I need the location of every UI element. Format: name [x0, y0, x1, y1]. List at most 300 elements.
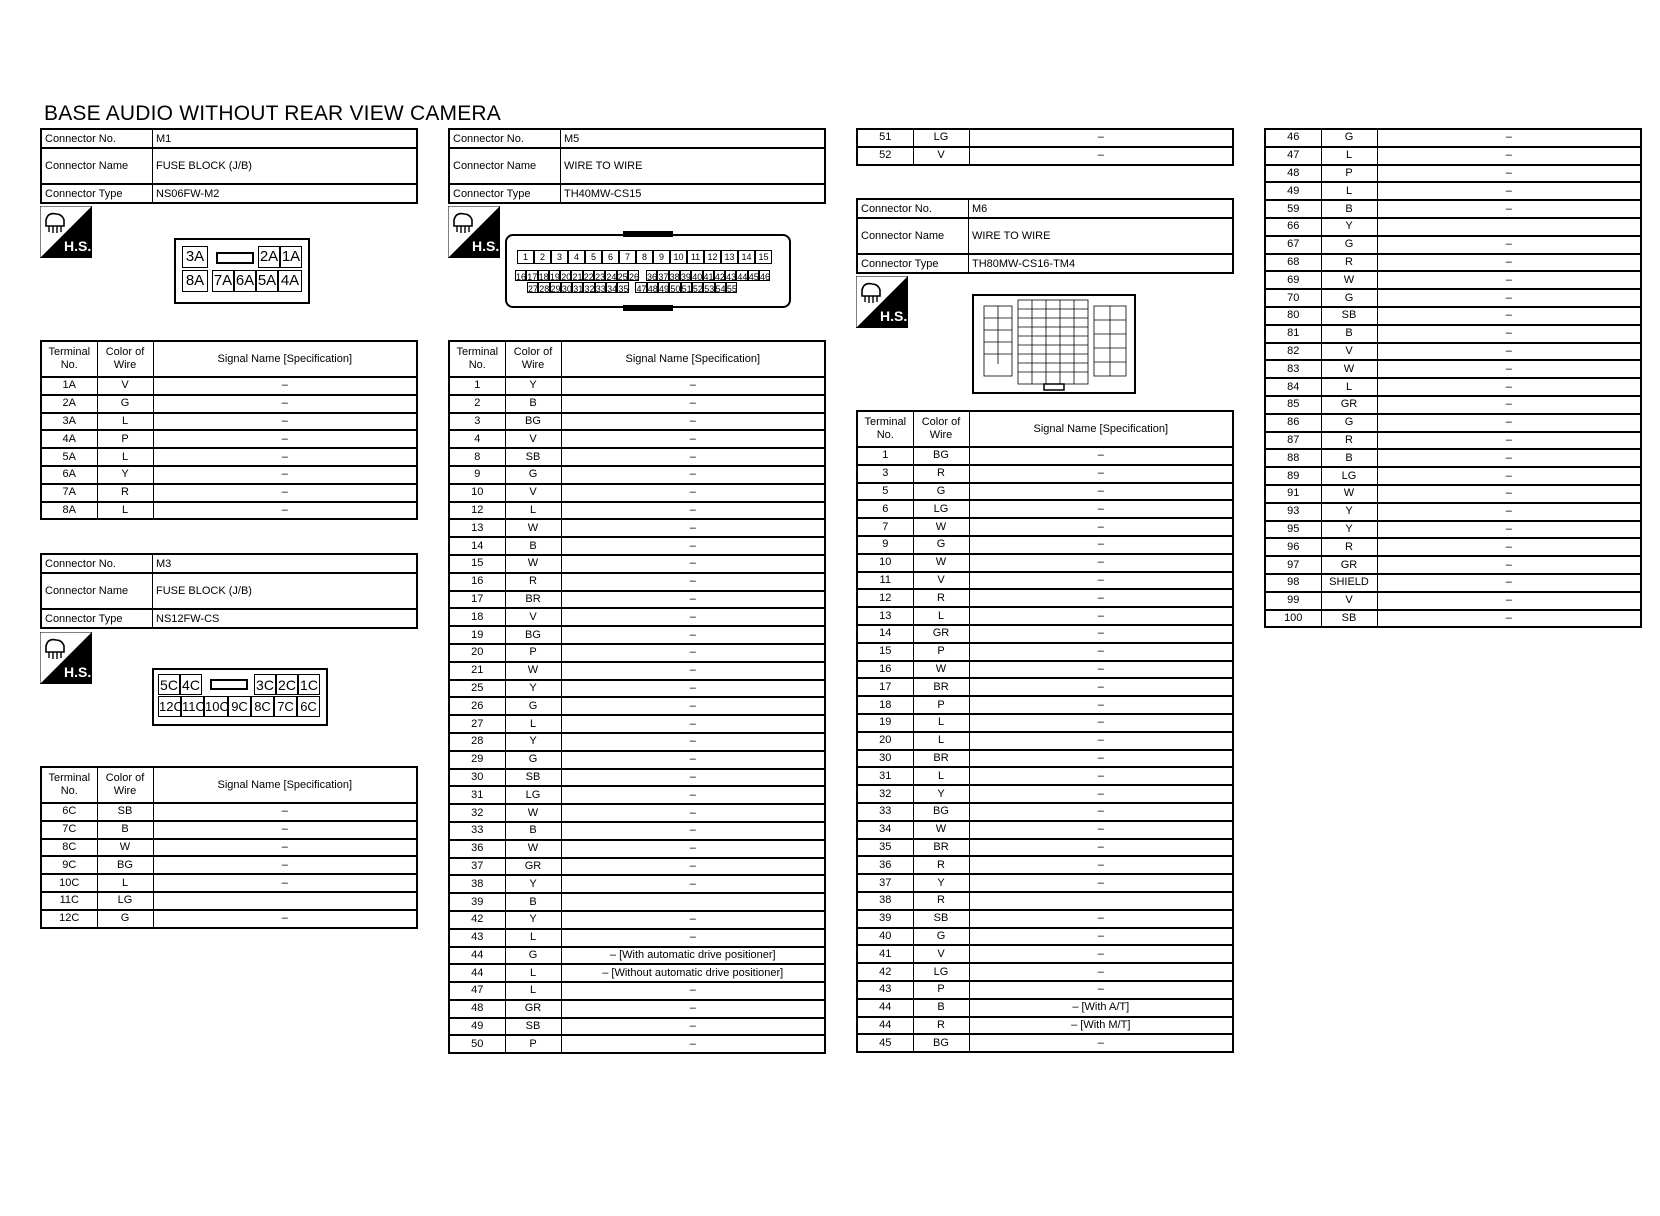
signal-name: – [1377, 414, 1641, 432]
terminal-no: 100 [1265, 610, 1321, 628]
signal-name: – [1377, 432, 1641, 450]
terminal-no: 46 [1265, 129, 1321, 147]
table-row [1265, 378, 1641, 396]
signal-name: – [969, 714, 1233, 732]
wire-color: Y [505, 875, 561, 893]
wire-color: SB [505, 769, 561, 787]
terminal-no: 10 [449, 484, 505, 502]
wire-color: P [913, 981, 969, 999]
table-row [449, 573, 825, 591]
wire-color: G [505, 751, 561, 769]
table-row [1265, 254, 1641, 272]
table-row [857, 821, 1233, 839]
pin-cell: 6 [602, 250, 619, 264]
table-row [857, 500, 1233, 518]
signal-name: – [1377, 396, 1641, 414]
table-row [449, 519, 825, 537]
terminal-no: 16 [449, 573, 505, 591]
wire-color: W [1321, 485, 1377, 503]
signal-name: – [969, 874, 1233, 892]
terminal-no: 47 [449, 982, 505, 1000]
table-row [449, 555, 825, 573]
terminal-no: 27 [449, 715, 505, 733]
wire-color: P [97, 430, 153, 448]
wire-color: SB [1321, 610, 1377, 628]
pin-cell: 35 [618, 284, 629, 294]
terminal-no: 6C [41, 803, 97, 821]
pin-cell [629, 282, 636, 293]
wire-color: W [1321, 271, 1377, 289]
wire-color: L [913, 607, 969, 625]
signal-name: – [969, 607, 1233, 625]
signal-name: – [1377, 485, 1641, 503]
terminal-no: 1A [41, 377, 97, 395]
connector-lock [216, 252, 254, 264]
wire-color: R [913, 1017, 969, 1035]
table-row [857, 643, 1233, 661]
table-row [449, 929, 825, 947]
terminal-no: 50 [449, 1035, 505, 1053]
signal-name: – [561, 751, 825, 769]
terminal-no: 29 [449, 751, 505, 769]
signal-name: – [1377, 556, 1641, 574]
wire-color: R [1321, 432, 1377, 450]
terminal-no: 44 [857, 1017, 913, 1035]
terminal-no: 34 [857, 821, 913, 839]
terminal-no: 11C [41, 892, 97, 910]
wire-color: V [1321, 343, 1377, 361]
terminal-no: 15 [449, 555, 505, 573]
table-row [449, 697, 825, 715]
wire-color: B [505, 537, 561, 555]
pin-cell: 47 [636, 284, 647, 294]
terminal-no: 19 [449, 626, 505, 644]
wire-color: G [913, 536, 969, 554]
connector-lock [210, 679, 248, 690]
table-row [449, 395, 825, 413]
table-row [857, 839, 1233, 857]
terminal-no: 4A [41, 430, 97, 448]
signal-name: – [1377, 165, 1641, 183]
terminal-no: 7 [857, 518, 913, 536]
table-row [1265, 467, 1641, 485]
wire-color: R [913, 892, 969, 910]
pin-cell: 26 [628, 272, 639, 282]
table-row [1265, 271, 1641, 289]
terminal-no: 32 [449, 804, 505, 822]
terminal-no: 45 [857, 1034, 913, 1052]
table-row [1265, 129, 1641, 147]
table-row [449, 982, 825, 1000]
wire-color: L [913, 732, 969, 750]
signal-name: – [969, 1034, 1233, 1052]
wire-color: L [913, 714, 969, 732]
wire-color: R [97, 484, 153, 502]
terminal-no: 38 [449, 875, 505, 893]
wire-color: GR [505, 1000, 561, 1018]
table-row [41, 484, 417, 502]
wire-color: W [1321, 360, 1377, 378]
wire-color: L [505, 982, 561, 1000]
wire-color: L [505, 929, 561, 947]
signal-name: – [969, 147, 1233, 165]
pin-cell: 8 [636, 250, 653, 264]
wire-color: P [1321, 165, 1377, 183]
terminal-no: 9 [449, 466, 505, 484]
terminal-no: 17 [857, 678, 913, 696]
terminal-no: 52 [857, 147, 913, 165]
wire-color: Y [1321, 218, 1377, 236]
m5-connector-type: TH40MW-CS15 [561, 184, 826, 203]
terminal-no: 18 [449, 608, 505, 626]
signal-name: – [1377, 271, 1641, 289]
pin-cell: 25 [617, 272, 628, 282]
table-row [857, 1017, 1233, 1035]
signal-name: – [969, 767, 1233, 785]
signal-name: – [969, 483, 1233, 501]
signal-name: – [561, 644, 825, 662]
terminal-no: 85 [1265, 396, 1321, 414]
signal-name: – [561, 662, 825, 680]
wire-color: W [505, 555, 561, 573]
table-row [41, 856, 417, 874]
terminal-no: 91 [1265, 485, 1321, 503]
pin-cell: 49 [659, 284, 670, 294]
signal-name: – [1377, 236, 1641, 254]
wire-color: Y [505, 911, 561, 929]
pin-cell: 38 [669, 272, 680, 282]
pin-cell: 29 [550, 284, 561, 294]
wire-color: V [913, 572, 969, 590]
terminal-no: 43 [449, 929, 505, 947]
signal-name: – [561, 858, 825, 876]
wire-color: L [505, 502, 561, 520]
table-row [41, 874, 417, 892]
wire-color: LG [913, 129, 969, 147]
wire-color: W [913, 554, 969, 572]
wire-color: SHIELD [1321, 574, 1377, 592]
table-row [1265, 289, 1641, 307]
m6-pin-grid [974, 296, 1134, 392]
table-row [857, 572, 1233, 590]
terminal-no: 44 [857, 999, 913, 1017]
pin-cell: 21 [572, 272, 583, 282]
table-row [41, 821, 417, 839]
signal-name: – [969, 678, 1233, 696]
wire-color: G [1321, 236, 1377, 254]
table-row [857, 483, 1233, 501]
signal-name: – [153, 839, 417, 857]
signal-name: – [153, 466, 417, 484]
table-row [41, 413, 417, 431]
signal-name: – [1377, 254, 1641, 272]
wire-color: GR [1321, 556, 1377, 574]
terminal-no: 66 [1265, 218, 1321, 236]
table-row [1265, 325, 1641, 343]
pin-cell: 5 [585, 250, 602, 264]
table-row [449, 644, 825, 662]
signal-name: – [561, 448, 825, 466]
wire-color: V [505, 608, 561, 626]
signal-name: – [1377, 200, 1641, 218]
pin-cell: 42 [714, 272, 725, 282]
table-row [41, 839, 417, 857]
pin-cell: 52 [692, 284, 703, 294]
terminal-no: 13 [449, 519, 505, 537]
terminal-no: 9 [857, 536, 913, 554]
connector-lock [623, 231, 673, 237]
wire-color: SB [97, 803, 153, 821]
terminal-no: 30 [449, 769, 505, 787]
m6-connector-name: WIRE TO WIRE [969, 218, 1234, 254]
signal-name: – [561, 840, 825, 858]
terminal-no: 48 [1265, 165, 1321, 183]
wire-color: LG [913, 500, 969, 518]
signal-name: – [1377, 574, 1641, 592]
terminal-no: 10C [41, 874, 97, 892]
table-row [1265, 449, 1641, 467]
terminal-no: 51 [857, 129, 913, 147]
signal-name: – [561, 1000, 825, 1018]
table-row [449, 964, 825, 982]
signal-name: – [969, 696, 1233, 714]
table-row [449, 947, 825, 965]
wire-color: BR [913, 839, 969, 857]
signal-name: – [561, 395, 825, 413]
wire-color: R [1321, 538, 1377, 556]
wire-color: SB [505, 448, 561, 466]
signal-name: – [969, 643, 1233, 661]
table-row [1265, 218, 1641, 236]
wire-color: G [1321, 414, 1377, 432]
m1-connector-info: Connector No. M1 Connector Name FUSE BLOCK (J/B) Connector Type NS06FW-M2 [40, 128, 418, 204]
table-row [1265, 360, 1641, 378]
terminal-no: 7A [41, 484, 97, 502]
wire-color: P [505, 1035, 561, 1053]
wire-color: G [913, 483, 969, 501]
terminal-no: 68 [1265, 254, 1321, 272]
table-row [1265, 307, 1641, 325]
signal-name: – [153, 377, 417, 395]
wire-color: P [913, 643, 969, 661]
table-row [857, 1034, 1233, 1052]
terminal-no: 31 [857, 767, 913, 785]
wire-color: G [1321, 289, 1377, 307]
table-row [449, 662, 825, 680]
table-row [41, 910, 417, 928]
table-row [857, 803, 1233, 821]
signal-name: – [561, 502, 825, 520]
pin-cell: 22 [583, 272, 594, 282]
table-row [449, 858, 825, 876]
terminal-no: 37 [857, 874, 913, 892]
table-row [449, 680, 825, 698]
terminal-no: 43 [857, 981, 913, 999]
terminal-no: 11 [857, 572, 913, 590]
terminal-no: 47 [1265, 147, 1321, 165]
wire-color: W [913, 821, 969, 839]
terminal-no: 38 [857, 892, 913, 910]
terminal-no: 48 [449, 1000, 505, 1018]
signal-name: – [561, 911, 825, 929]
terminal-no: 1 [449, 377, 505, 395]
wire-color: G [505, 697, 561, 715]
terminal-no: 84 [1265, 378, 1321, 396]
table-row [449, 377, 825, 395]
wire-color: G [97, 910, 153, 928]
terminal-no: 16 [857, 661, 913, 679]
signal-name: – [153, 856, 417, 874]
wire-color: LG [913, 963, 969, 981]
pin-cell: 11 [687, 250, 704, 264]
signal-name: – [969, 554, 1233, 572]
wire-color: Y [97, 466, 153, 484]
table-row [41, 395, 417, 413]
terminal-no: 99 [1265, 592, 1321, 610]
pin-cell: 34 [607, 284, 618, 294]
table-row [1265, 147, 1641, 165]
terminal-no: 2A [41, 395, 97, 413]
terminal-no: 93 [1265, 503, 1321, 521]
pin-cell: 45 [748, 272, 759, 282]
table-row [857, 147, 1233, 165]
wire-color: R [913, 589, 969, 607]
signal-name: – [561, 1035, 825, 1053]
harness-side-icon [448, 206, 500, 258]
table-row [857, 447, 1233, 465]
signal-name: – [1377, 467, 1641, 485]
signal-name: – [969, 536, 1233, 554]
m3-connector-no: M3 [153, 554, 418, 573]
table-row [857, 856, 1233, 874]
signal-name: – [153, 430, 417, 448]
pin-cell [639, 270, 646, 281]
table-row [449, 769, 825, 787]
wire-color: B [1321, 449, 1377, 467]
signal-name: – [With A/T] [969, 999, 1233, 1017]
signal-name: – [969, 732, 1233, 750]
terminal-no: 33 [857, 803, 913, 821]
pin-cell: 16 [516, 272, 527, 282]
wire-color: B [505, 893, 561, 911]
terminal-no: 1 [857, 447, 913, 465]
signal-name: – [153, 821, 417, 839]
pin-cell: 23 [595, 272, 606, 282]
table-row [857, 554, 1233, 572]
wire-color: GR [913, 625, 969, 643]
signal-name: – [561, 484, 825, 502]
table-row [41, 803, 417, 821]
wire-color: Y [1321, 503, 1377, 521]
table-row [1265, 165, 1641, 183]
hs-label: H.S. [64, 238, 92, 254]
terminal-no: 36 [449, 840, 505, 858]
pin-cell: 9 [653, 250, 670, 264]
terminal-no: 69 [1265, 271, 1321, 289]
table-row [857, 536, 1233, 554]
terminal-no: 12 [449, 502, 505, 520]
table-row [41, 892, 417, 910]
wire-color: BG [505, 413, 561, 431]
terminal-no: 5 [857, 483, 913, 501]
signal-name: – [969, 785, 1233, 803]
terminal-no: 19 [857, 714, 913, 732]
table-row [1265, 556, 1641, 574]
table-row [1265, 236, 1641, 254]
pin-cell: 14 [738, 250, 755, 264]
signal-name: – [153, 910, 417, 928]
terminal-no: 25 [449, 680, 505, 698]
m1-connector-face: 3A 2A 1A 8A 7A 6A 5A 4A [174, 238, 310, 304]
terminal-no: 44 [449, 964, 505, 982]
table-row [857, 981, 1233, 999]
wire-color: B [1321, 325, 1377, 343]
table-row [1265, 343, 1641, 361]
signal-name: – [561, 573, 825, 591]
signal-name: – [561, 786, 825, 804]
signal-name: – [1377, 307, 1641, 325]
wire-color: P [505, 644, 561, 662]
terminal-no: 98 [1265, 574, 1321, 592]
terminal-no: 86 [1265, 414, 1321, 432]
wire-color: B [505, 395, 561, 413]
signal-name: – [969, 589, 1233, 607]
table-row [857, 732, 1233, 750]
terminal-no: 97 [1265, 556, 1321, 574]
signal-name: – [969, 465, 1233, 483]
table-row [449, 715, 825, 733]
wire-color: P [913, 696, 969, 714]
signal-name: – [969, 839, 1233, 857]
table-row [857, 589, 1233, 607]
table-row [41, 448, 417, 466]
harness-side-icon [40, 206, 92, 258]
pin-cell: 48 [647, 284, 658, 294]
signal-name: – [561, 697, 825, 715]
pin-cell: 24 [606, 272, 617, 282]
terminal-no: 12C [41, 910, 97, 928]
pin-cell: 40 [692, 272, 703, 282]
signal-name: – [1377, 538, 1641, 556]
wire-color: R [1321, 254, 1377, 272]
wire-color: BR [913, 678, 969, 696]
signal-name: – [969, 129, 1233, 147]
signal-name [1377, 218, 1641, 236]
table-row [449, 1000, 825, 1018]
terminal-no: 26 [449, 697, 505, 715]
table-row [449, 875, 825, 893]
hs-label: H.S. [472, 238, 500, 254]
table-row [857, 518, 1233, 536]
table-row [857, 750, 1233, 768]
table-row [857, 767, 1233, 785]
wire-color: Y [505, 680, 561, 698]
terminal-no: 88 [1265, 449, 1321, 467]
signal-name: – [153, 502, 417, 520]
table-row [1265, 485, 1641, 503]
signal-name: – [1377, 360, 1641, 378]
wire-color: LG [97, 892, 153, 910]
wire-color: V [505, 430, 561, 448]
terminal-no: 42 [449, 911, 505, 929]
terminal-no: 67 [1265, 236, 1321, 254]
m5-connector-name: WIRE TO WIRE [561, 148, 826, 184]
wire-color: L [505, 715, 561, 733]
signal-name: – [561, 413, 825, 431]
pin-cell: 41 [703, 272, 714, 282]
pin-cell: 36 [647, 272, 658, 282]
signal-name: – [561, 377, 825, 395]
